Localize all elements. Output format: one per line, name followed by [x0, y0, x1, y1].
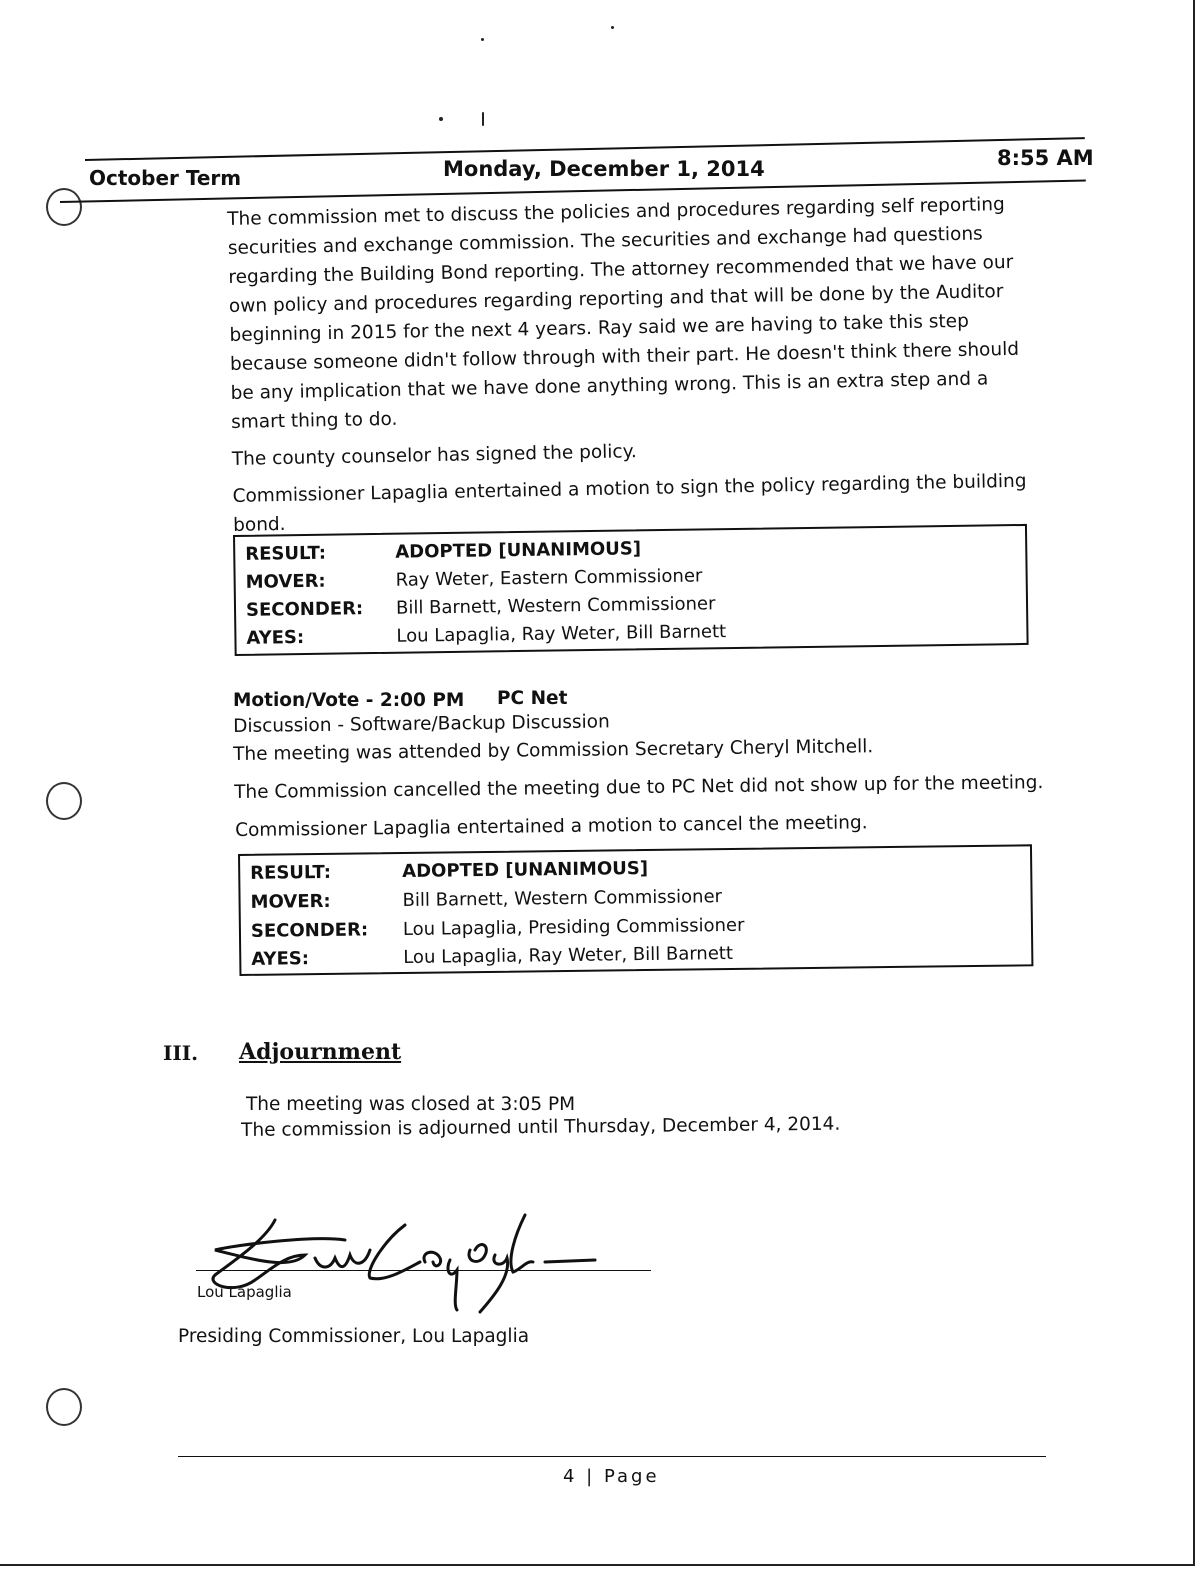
page-border-bottom [0, 1564, 1195, 1566]
page-border-right [1193, 0, 1195, 1565]
ayes-label: AYES: [246, 627, 305, 649]
signature-line [196, 1270, 651, 1271]
scan-speck [481, 38, 484, 41]
adjourned-until: The commission is adjourned until Thursday, December 4, 2014. [241, 1113, 841, 1141]
closing-time: The meeting was closed at 3:05 PM [246, 1094, 576, 1115]
seconder-label: SECONDER: [245, 598, 364, 621]
punch-hole-bottom [46, 1388, 82, 1426]
signature-printed-name: Lou Lapaglia [197, 1283, 292, 1301]
header-term: October Term [89, 166, 242, 190]
discussion-block [227, 190, 1033, 548]
attendance-note: The meeting was attended by Commission Secretary Cheryl Mitchell. [233, 736, 874, 765]
motion-vote-line: Motion/Vote - 2:00 PM [233, 690, 465, 711]
header-time: 8:55 AM [997, 146, 1094, 170]
punch-hole-middle [46, 782, 82, 820]
signer-title: Presiding Commissioner, Lou Lapaglia [178, 1326, 530, 1347]
cancellation-note: The Commission cancelled the meeting due to PC Net did not show up for the meeting. [234, 772, 1044, 803]
scan-speck [482, 112, 484, 126]
result-label: RESULT: [245, 542, 327, 565]
counselor-note: The county counselor has signed the policy. [231, 441, 638, 470]
motion-text: Commissioner Lapaglia entertained a motion to sign the policy regarding the building bond. [232, 470, 1027, 536]
mover-label: MOVER: [245, 570, 326, 593]
motion-org: PC Net [497, 688, 568, 709]
ayes-label: AYES: [251, 948, 310, 970]
handwritten-signature [195, 1200, 615, 1320]
result-value: ADOPTED [UNANIMOUS] [395, 538, 642, 563]
discussion-topic: Discussion - Software/Backup Discussion [233, 711, 610, 737]
seconder-value: Lou Lapaglia, Presiding Commissioner [402, 914, 745, 940]
section-number: III. [163, 1041, 199, 1065]
vote-result-box-2 [238, 844, 1033, 976]
punch-hole-top [46, 188, 82, 226]
discussion-paragraph: The commission met to discuss the policies and procedures regarding self reporting securities and exchange commission. The securities and exchange had questions regarding the Building Bond reporting. The attorney recommended that we have our own policy and procedures regarding reporting and that will be done by the Auditor beginning in 2015 for the next 4 years. Ray said we are having to take this step because someone didn't follow through with their part. He doesn't think there should be any implication that we have done anything wrong. This is an extra step and a smart thing to do. [227, 194, 1020, 433]
scan-speck [439, 117, 443, 121]
footer-rule [178, 1456, 1046, 1457]
section-title: Adjournment [239, 1039, 402, 1065]
ayes-value: Lou Lapaglia, Ray Weter, Bill Barnett [396, 621, 727, 647]
mover-value: Ray Weter, Eastern Commissioner [395, 565, 703, 591]
mover-value: Bill Barnett, Western Commissioner [402, 886, 723, 911]
mover-label: MOVER: [250, 890, 331, 913]
result-label: RESULT: [250, 861, 332, 884]
motion-text-2: Commissioner Lapaglia entertained a motion to cancel the meeting. [235, 812, 868, 841]
seconder-value: Bill Barnett, Western Commissioner [395, 593, 716, 619]
header-date: Monday, December 1, 2014 [443, 157, 765, 181]
page-number: 4 | Page [563, 1466, 660, 1487]
seconder-label: SECONDER: [250, 919, 369, 942]
scan-speck [611, 26, 614, 29]
vote-result-box [233, 524, 1029, 656]
result-value: ADOPTED [UNANIMOUS] [402, 857, 649, 882]
ayes-value: Lou Lapaglia, Ray Weter, Bill Barnett [403, 942, 734, 968]
